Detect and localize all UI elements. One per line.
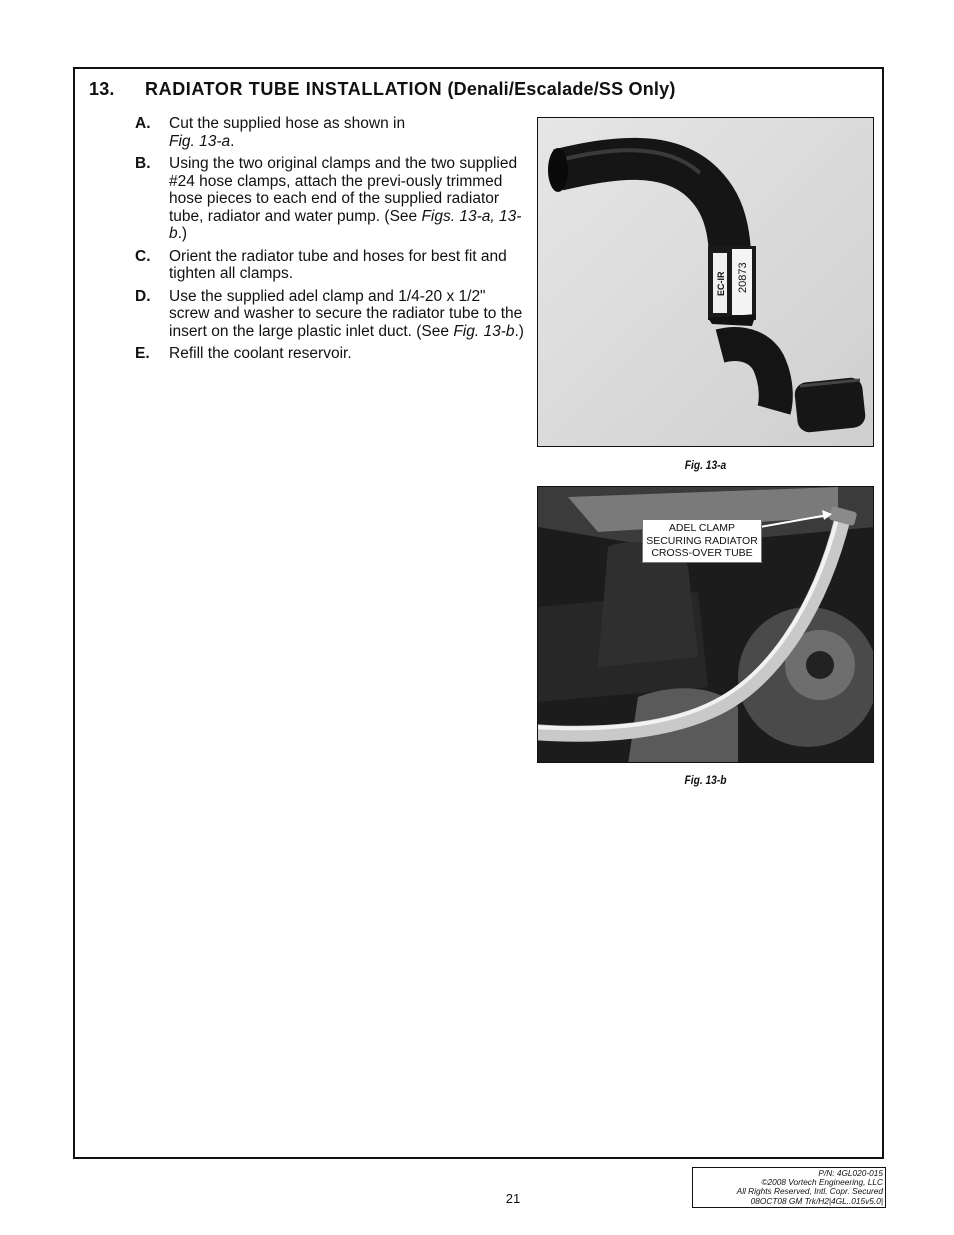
step-text-part: . bbox=[230, 132, 235, 150]
step-text: Refill the coolant reservoir. bbox=[169, 345, 352, 362]
section-number: 13. bbox=[89, 79, 115, 99]
footer-line: 08OCT08 GM Trk/H2|4GL..015v5.0| bbox=[750, 1195, 883, 1206]
step-letter: C. bbox=[135, 247, 151, 265]
step-list bbox=[135, 115, 530, 368]
step-text bbox=[169, 288, 530, 341]
callout-line: ADEL CLAMP bbox=[668, 522, 736, 534]
step-a bbox=[135, 115, 530, 150]
step-text-part: .) bbox=[177, 225, 188, 242]
section-subtitle: (Denali/Escalade/SS Only) bbox=[447, 79, 676, 99]
step-text bbox=[169, 115, 530, 150]
callout-line: CROSS-OVER TUBE bbox=[651, 547, 753, 559]
footer-info-box bbox=[692, 1167, 886, 1208]
figure-13a-photo bbox=[537, 117, 874, 447]
footer-line: ©2008 Vortech Engineering, LLC bbox=[761, 1177, 883, 1188]
hose-label-number: 20873 bbox=[737, 262, 749, 293]
step-d bbox=[135, 288, 530, 341]
step-text-part: Cut the supplied hose as shown in bbox=[169, 115, 406, 132]
section-heading bbox=[89, 79, 676, 100]
figure-13a-caption: Fig. 13-a bbox=[684, 458, 727, 472]
figure-reference: Fig. 13-a bbox=[169, 132, 231, 150]
figure-reference: Fig. 13-b bbox=[453, 322, 515, 340]
figure-13b-photo bbox=[537, 486, 874, 763]
hose-label-brand: EC-IR bbox=[716, 271, 726, 296]
section-title: RADIATOR TUBE INSTALLATION bbox=[145, 79, 443, 99]
footer-line: P/N: 4GL020-015 bbox=[818, 1168, 883, 1178]
step-b bbox=[135, 155, 530, 243]
step-letter: E. bbox=[135, 345, 150, 362]
figure-13b-caption: Fig. 13-b bbox=[684, 773, 727, 787]
page-number: 21 bbox=[505, 1191, 521, 1206]
step-letter: B. bbox=[135, 155, 151, 172]
figure-reference: Figs. 13-a, 13-b bbox=[169, 207, 522, 242]
step-text-part: .) bbox=[514, 322, 524, 340]
step-text-part: Using the two original clamps and the two supplied #24 hose clamps, attach the previ-ously trimmed hose pieces to each end of the supplied radiator tube, radiator and water pump. (See bbox=[169, 155, 518, 225]
step-letter: D. bbox=[135, 287, 151, 305]
step-text bbox=[169, 155, 530, 243]
step-text-part: Use the supplied adel clamp and 1/4-20 x 1/2" screw and washer to secure the radiator tube to the insert on the large plastic inlet duct. (See bbox=[169, 287, 523, 340]
footer-line: All Rights Reserved, Intl. Copr. Secured bbox=[736, 1186, 883, 1197]
step-c bbox=[135, 248, 530, 283]
step-letter: A. bbox=[135, 115, 151, 132]
hose-illustration bbox=[538, 118, 874, 447]
step-text: Orient the radiator tube and hoses for best fit and tighten all clamps. bbox=[169, 247, 507, 282]
adel-clamp-callout bbox=[642, 519, 762, 563]
callout-line: SECURING RADIATOR bbox=[646, 534, 758, 547]
step-e bbox=[135, 345, 530, 363]
content-frame bbox=[73, 67, 884, 1159]
